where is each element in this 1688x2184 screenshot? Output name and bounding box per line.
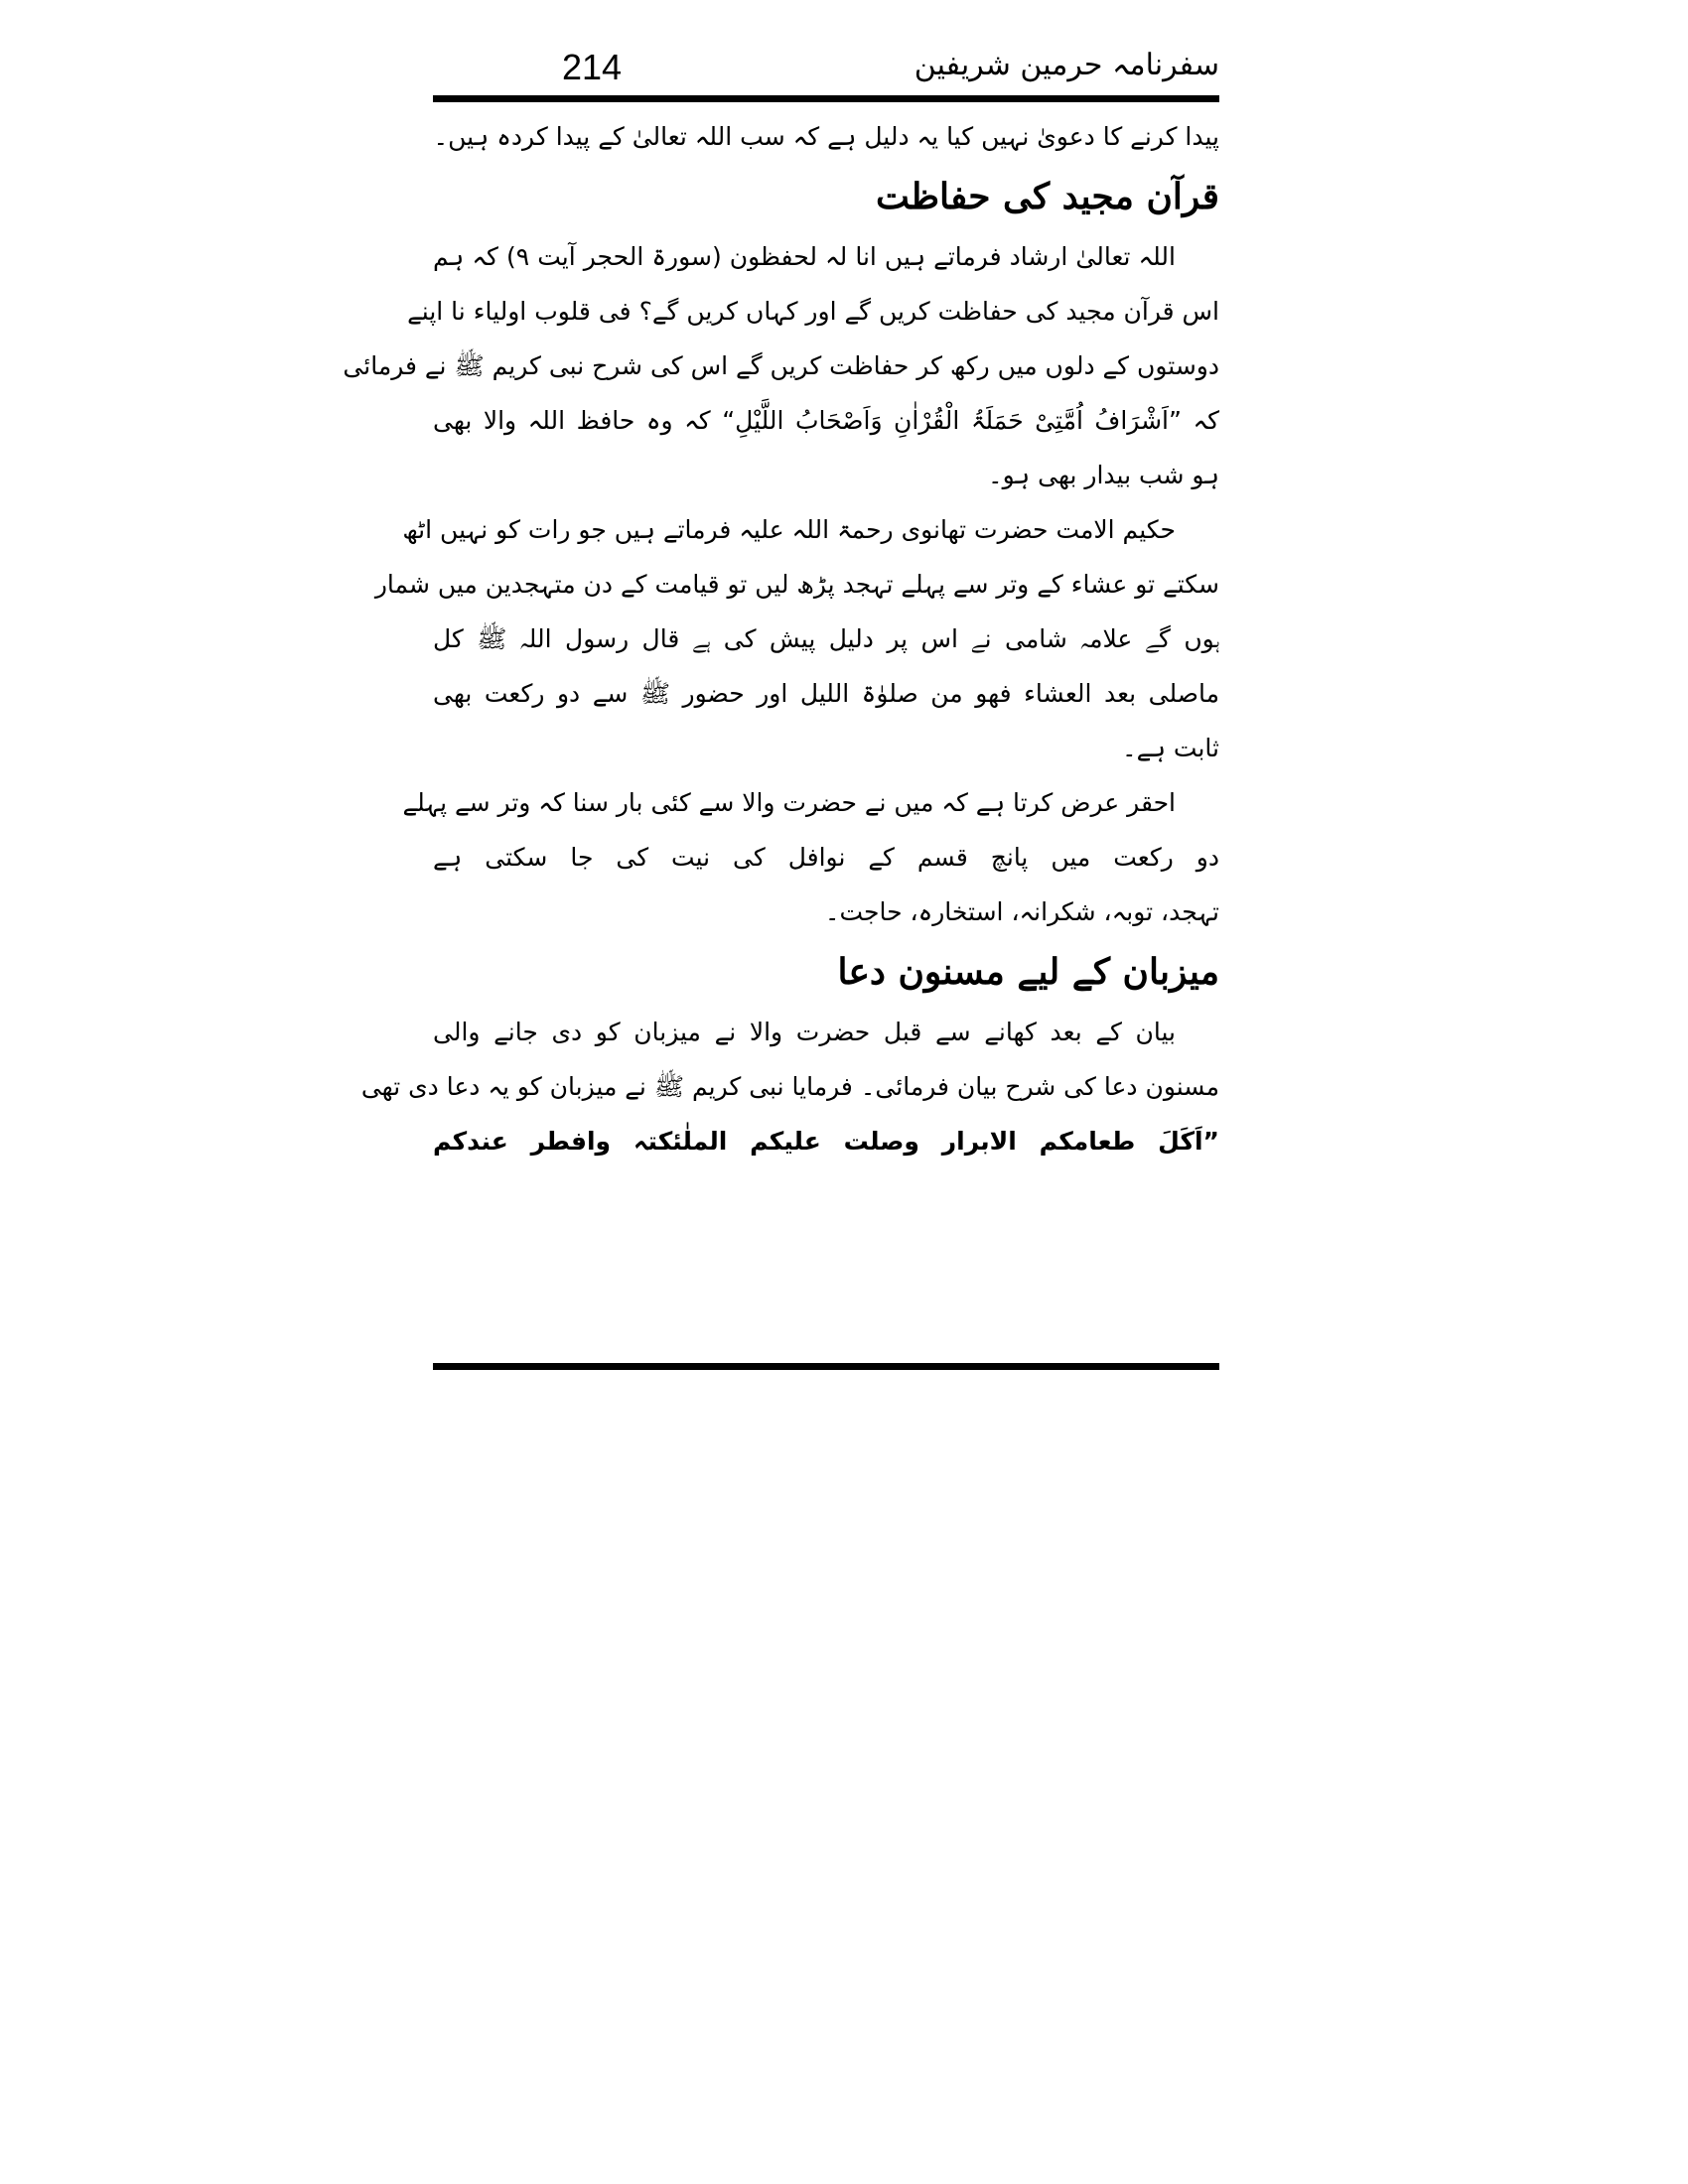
body-line: حکیم الامت حضرت تھانوی رحمۃ اللہ علیہ فرماتے ہیں جو رات کو نہیں اٹھ: [402, 515, 1176, 544]
section-heading-quran-protection: قرآن مجید کی حفاظت: [876, 176, 1219, 217]
header-rule: [433, 95, 1219, 102]
body-line: کہ ”اَشْرَافُ اُمَّتِیْ حَمَلَۃُ الْقُرْاٰنِ وَاَصْحَابُ اللَّیْلِ“ کہ وہ حافظ اللہ والا بھی: [433, 406, 1219, 435]
footer-rule: [433, 1363, 1219, 1370]
body-line: ہو شب بیدار بھی ہو۔: [987, 461, 1219, 489]
body-line: مسنون دعا کی شرح بیان فرمائی۔ فرمایا نبی کریم ﷺ نے میزبان کو یہ دعا دی تھی: [360, 1072, 1219, 1101]
document-page: [343, 40, 1219, 1390]
page-header: [433, 40, 1219, 95]
body-line: ماصلی بعد العشاء فھو من صلوٰۃ اللیل اور حضور ﷺ سے دو رکعت بھی: [433, 679, 1219, 708]
body-line: پیدا کرنے کا دعویٰ نہیں کیا یہ دلیل ہے کہ سب اللہ تعالیٰ کے پیدا کردہ ہیں۔: [433, 122, 1219, 151]
body-line: دو رکعت میں پانچ قسم کے نوافل کی نیت کی جا سکتی ہے: [433, 843, 1219, 872]
body-line: دوستوں کے دلوں میں رکھ کر حفاظت کریں گے اس کی شرح نبی کریم ﷺ نے فرمائی: [343, 351, 1219, 380]
page-number: 214: [562, 47, 623, 87]
body-line: بیان کے بعد کھانے سے قبل حضرت والا نے میزبان کو دی جانے والی: [433, 1018, 1176, 1046]
running-title: سفرنامہ حرمین شریفین: [914, 48, 1219, 82]
body-line: ثابت ہے۔: [1122, 734, 1219, 762]
body-line: ہوں گے علامہ شامی نے اس پر دلیل پیش کی ہے قال رسول اللہ ﷺ کل: [433, 624, 1219, 653]
body-line: احقر عرض کرتا ہے کہ میں نے حضرت والا سے کئی بار سنا کہ وتر سے پہلے: [402, 788, 1176, 817]
body-line: تہجد، توبہ، شکرانہ، استخارہ، حاجت۔: [824, 897, 1219, 926]
body-line: ”اَکَلَ طعامکم الابرار وصلت علیکم الملٰئکتہ وافطر عندکم: [433, 1127, 1219, 1156]
page-content: [343, 109, 1219, 1168]
section-heading-host-dua: میزبان کے لیے مسنون دعا: [837, 951, 1219, 993]
body-line: اس قرآن مجید کی حفاظت کریں گے اور کہاں کریں گے؟ فی قلوب اولیاء نا اپنے: [407, 297, 1219, 326]
body-line: سکتے تو عشاء کے وتر سے پہلے تہجد پڑھ لیں تو قیامت کے دن متہجدین میں شمار: [374, 570, 1219, 599]
body-line: اللہ تعالیٰ ارشاد فرماتے ہیں انا لہ لحفظون (سورۃ الحجر آیت ۹) کہ ہم: [433, 242, 1176, 271]
